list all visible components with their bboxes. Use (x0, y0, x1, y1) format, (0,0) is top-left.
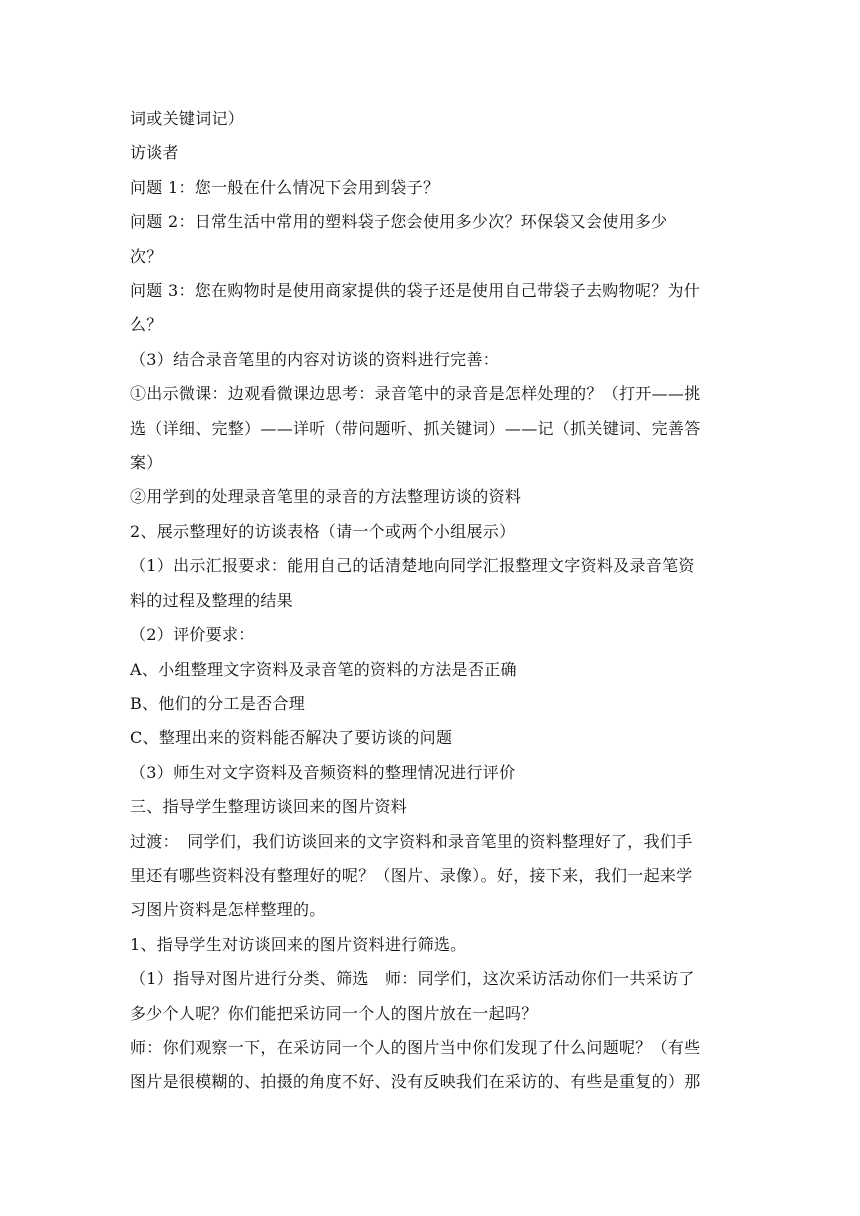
text-line: 案） (130, 453, 163, 473)
text-line: （3）结合录音笔里的内容对访谈的资料进行完善： (130, 349, 500, 369)
text-line: 问题 2：日常生活中常用的塑料袋子您会使用多少次？环保袋又会使用多少 (130, 212, 668, 232)
text-line: C、整理出来的资料能否解决了要访谈的问题 (130, 728, 453, 748)
text-line: 问题 3：您在购物时是使用商家提供的袋子还是使用自己带袋子去购物呢？为什 (130, 281, 701, 301)
text-line: （1）出示汇报要求：能用自己的话清楚地向同学汇报整理文字资料及录音笔资 (130, 556, 695, 576)
text-line: 料的过程及整理的结果 (130, 590, 294, 610)
text-line: （3）师生对文字资料及音频资料的整理情况进行评价 (130, 762, 516, 782)
text-line: B、他们的分工是否合理 (130, 693, 306, 713)
document-body (130, 102, 740, 1100)
text-line: （2）评价要求： (130, 625, 255, 645)
text-line: 么？ (130, 315, 163, 335)
text-line: 选（详细、完整）——详听（带问题听、抓关键词）——记（抓关键词、完善答 (130, 418, 701, 438)
text-line: ①出示微课：边观看微课边思考：录音笔中的录音是怎样处理的？（打开——挑 (130, 384, 701, 404)
text-line: 1、指导学生对访谈回来的图片资料进行筛选。 (130, 934, 467, 954)
text-line: 三、指导学生整理访谈回来的图片资料 (130, 797, 408, 817)
text-line: A、小组整理文字资料及录音笔的资料的方法是否正确 (130, 659, 517, 679)
text-line: 里还有哪些资料没有整理好的呢？（图片、录像）。好，接下来，我们一起来学 (130, 865, 693, 885)
text-line: ②用学到的处理录音笔里的录音的方法整理访谈的资料 (130, 487, 522, 507)
text-line: 访谈者 (130, 143, 179, 163)
text-line: 师：你们观察一下，在采访同一个人的图片当中你们发现了什么问题呢？（有些 (130, 1037, 701, 1057)
text-line: 词或关键词记） (130, 109, 245, 128)
text-line: 次？ (130, 246, 163, 266)
text-line: 多少个人呢？你们能把采访同一个人的图片放在一起吗？ (130, 1003, 538, 1023)
text-line: 问题 1：您一般在什么情况下会用到袋子？ (130, 177, 440, 197)
text-line: 过渡： 同学们，我们访谈回来的文字资料和录音笔里的资料整理好了，我们手 (130, 831, 693, 851)
text-line: 习图片资料是怎样整理的。 (130, 900, 326, 920)
text-line: （1）指导对图片进行分类、筛选 师：同学们，这次采访活动你们一共采访了 (130, 969, 695, 989)
text-line: 2、展示整理好的访谈表格（请一个或两个小组展示） (130, 521, 516, 541)
text-line: 图片是很模糊的、拍摄的角度不好、没有反映我们在采访的、有些是重复的）那 (130, 1072, 701, 1092)
